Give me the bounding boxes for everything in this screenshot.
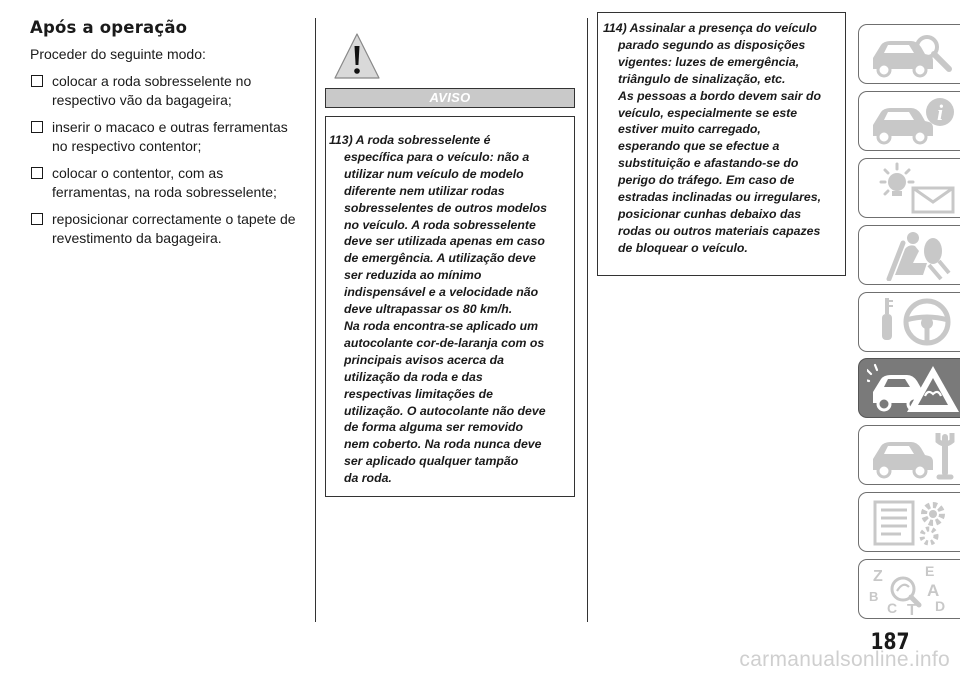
warning-box-113 — [325, 116, 575, 497]
warning-box-114 — [597, 12, 846, 276]
car-magnifier-icon — [867, 28, 960, 80]
section-title: Após a operação — [30, 18, 188, 37]
left-column — [30, 18, 302, 256]
tab-technical-data[interactable] — [858, 492, 960, 552]
alphabet-index-icon — [867, 563, 960, 615]
list-item: inserir o macaco e outras ferramentas no respectivo contentor; — [30, 118, 302, 156]
car-wrench-icon — [867, 429, 960, 481]
airbag-seat-icon — [867, 229, 960, 281]
warning-light-envelope-icon — [867, 162, 960, 214]
car-info-icon — [867, 95, 960, 147]
svg-text:D: D — [935, 598, 946, 614]
note-113: 113) A roda sobresselente é específica para o veículo: não a utilizar num veículo de modelo diferente nem utilizar rodas sobresselentes de outros modelos no veículo. A roda sobresselente deve ser utilizada apenas em caso de emergência. A utilização deve ser reduzida ao mínimo indispensável e a velocidade não deve ultrapassar os 80 km/h. Na roda encontra-se aplicado um autocolante cor-de-laranja com os principais avisos acerca da utilização da roda e das respectivas limitações de utilização. O autocolante não deve de forma alguma ser removido nem coberto. Na roda nunca deve ser aplicado qualquer tampão da roda. — [329, 133, 547, 486]
svg-text:B: B — [869, 589, 879, 604]
car-breakdown-triangle-icon — [867, 362, 960, 414]
list-item: colocar a roda sobresselente no respectivo vão da bagageira; — [30, 72, 302, 110]
page-number: 187 — [870, 630, 910, 655]
tab-start-driving[interactable] — [858, 292, 960, 352]
checkbox-bullet-icon — [31, 75, 43, 87]
tab-car-magnifier[interactable] — [858, 24, 960, 84]
checkbox-bullet-icon — [31, 167, 43, 179]
note-114: 114) Assinalar a presença do veículo parado segundo as disposições vigentes: luzes de emergência, triângulo de sinalização, etc. As pessoas a bordo devem sair do veículo, especialmente se este estiver muito carregado, esperando que se efectue a substituição e afastando-se do perigo do tráfego. Em caso de estradas inclinadas ou irregulares, posicionar cunhas debaixo das rodas ou outros materiais capazes de bloquear o veículo. — [603, 21, 821, 255]
tab-car-info[interactable] — [858, 91, 960, 151]
svg-text:A: A — [927, 581, 940, 600]
column-divider — [315, 18, 316, 622]
checkbox-bullet-icon — [31, 213, 43, 225]
list-item: colocar o contentor, com as ferramentas, na roda sobresselente; — [30, 164, 302, 202]
warning-triangle-icon — [334, 32, 380, 80]
specs-gear-icon — [867, 496, 960, 548]
svg-text:T: T — [907, 602, 917, 615]
svg-text:C: C — [887, 600, 898, 615]
checkbox-bullet-icon — [31, 121, 43, 133]
column-divider — [587, 18, 588, 622]
svg-text:i: i — [936, 100, 944, 125]
key-steering-wheel-icon — [867, 296, 960, 348]
svg-text:Z: Z — [873, 568, 883, 585]
aviso-header: AVISO — [325, 88, 575, 108]
tab-emergency[interactable] — [858, 358, 960, 418]
list-item: reposicionar correctamente o tapete de revestimento da bagageira. — [30, 210, 302, 248]
watermark: carmanualsonline.info — [739, 648, 950, 671]
intro-text: Proceder do seguinte modo: — [30, 46, 206, 62]
tab-maintenance[interactable] — [858, 425, 960, 485]
svg-text:E: E — [925, 563, 935, 579]
tab-safety[interactable] — [858, 225, 960, 285]
tab-warning-lights[interactable] — [858, 158, 960, 218]
tab-index[interactable] — [858, 559, 960, 619]
